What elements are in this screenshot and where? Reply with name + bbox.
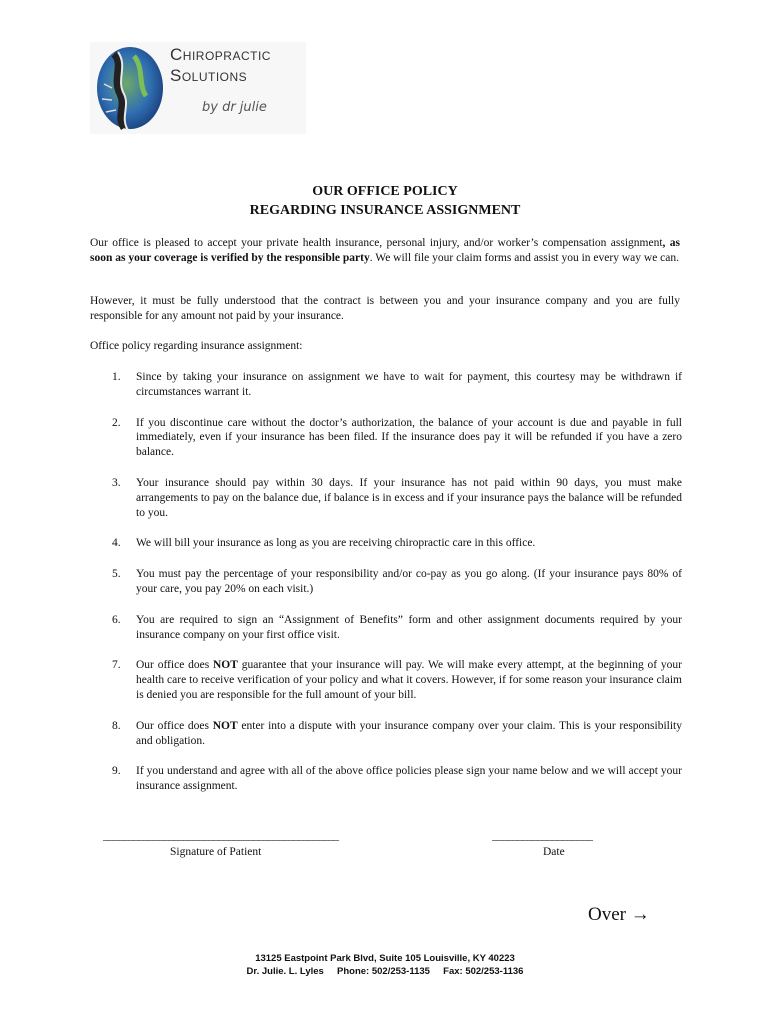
item-text: enter into a dispute with your insurance company over your claim. This is your responsibility and obligation. [136,719,682,747]
list-item [90,764,682,794]
item-number: 9. [112,765,121,778]
over-indicator: Over → [588,904,650,925]
item-number: 4. [112,537,121,550]
item-number: 6. [112,613,121,626]
intro-text-bold: , as soon as your coverage is verified by the responsible party [90,237,680,264]
item-number: 8. [112,719,121,732]
date-label: Date [543,846,565,858]
item-emphasis: NOT [212,659,238,672]
list-item [90,536,682,551]
patient-signature-label: Signature of Patient [170,846,262,858]
logo-line3: by dr julie [202,100,267,115]
document-title: OUR OFFICE POLICY [312,184,458,199]
footer-address: 13125 Eastpoint Park Blvd, Suite 105 Louisville, KY 40223 [255,953,515,964]
list-item [90,416,682,460]
item-text: Your insurance should pay within 30 days. If your insurance has not paid within 90 days, you must make arrangements to pay on the balance due, if balance is in excess and if your insurance pays the balance will be refunded to you. [136,476,682,519]
intro-paragraph [90,236,680,266]
logo [90,42,306,134]
intro-text-b: . We will file your claim forms and assist you in every way we can. [369,251,680,264]
item-emphasis: NOT [212,719,238,732]
logo-line1: Chiropractic [170,45,271,64]
policy-heading: Office policy regarding insurance assignment: [90,340,303,352]
item-text: You must pay the percentage of your responsibility and/or co-pay as you go along. (If your insurance pays 80% of your care, you pay 20% on each visit.) [136,568,682,595]
list-item [90,658,682,702]
item-number: 5. [112,568,121,581]
intro-text-a: Our office is pleased to accept your private health insurance, personal injury, and/or worker’s compensation assignment [90,237,663,249]
item-text: You are required to sign an “Assignment of Benefits” form and other assignment documents required by your insurance company on your first office visit. [136,613,682,641]
item-pre: Our office does [136,659,213,672]
item-text: If you understand and agree with all of the above office policies please sign your name below and we will accept your insurance assignment. [136,765,682,793]
list-item [90,567,682,597]
item-text: guarantee that your insurance will pay. We will make every attempt, at the beginning of your health care to receive verification of your policy and what it covers. However, if for some reason your insurance claim is denied you are responsible for the full amount of your bill. [136,659,682,701]
globe-spine-icon [94,44,166,132]
footer-contact: Dr. Julie. L. Lyles Phone: 502/253-1135 Fax: 502/253-1136 [246,966,524,977]
item-number: 1. [112,371,121,383]
list-item [90,370,682,400]
document-subtitle: REGARDING INSURANCE ASSIGNMENT [249,203,521,218]
item-text: If you discontinue care without the doctor’s authorization, the balance of your account is due and payable in full immediately, even if your insurance has been filed. If the insurance does pay it will be refunded if you have a zero balance. [136,416,682,459]
patient-signature-line[interactable]: _______________________________________________ [103,828,338,842]
list-item [90,613,682,643]
logo-line2: Solutions [170,66,248,85]
item-number: 7. [112,659,121,672]
contract-paragraph: However, it must be fully understood that the contract is between you and your insurance company and you are fully responsible for any amount not paid by your insurance. [90,295,680,322]
policy-list [90,370,682,794]
item-text: Since by taking your insurance on assignment we have to wait for payment, this courtesy may be withdrawn if circumstances warrant it. [136,371,682,398]
item-number: 3. [112,476,121,489]
item-pre: Our office does [136,719,213,732]
list-item [90,719,682,749]
date-signature-line[interactable]: ____________________ [492,828,592,842]
list-item [90,476,682,520]
item-text: We will bill your insurance as long as you are receiving chiropractic care in this office. [136,537,536,550]
item-number: 2. [112,416,121,429]
